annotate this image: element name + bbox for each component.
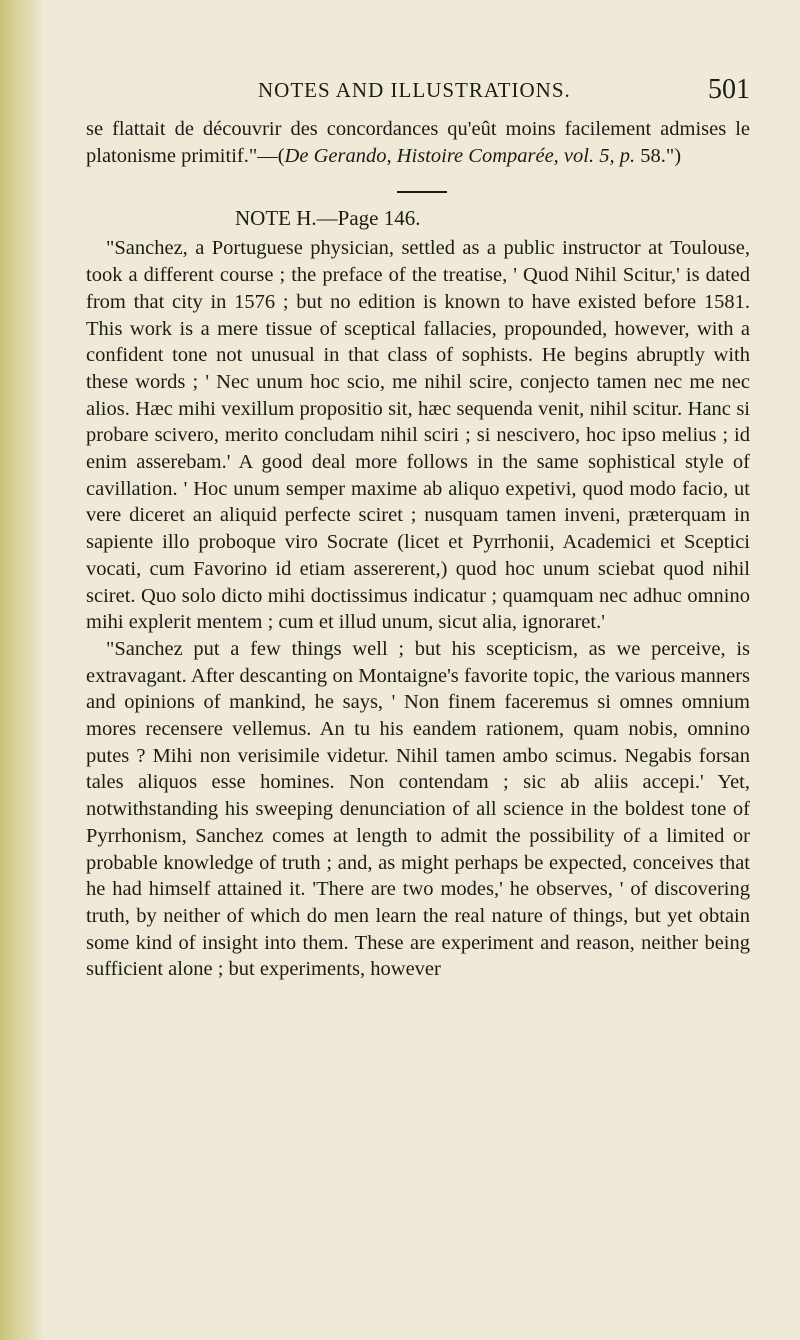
continuation-paragraph bbox=[86, 116, 750, 169]
continuation-text: se flattait de découvrir des concordances qu'eût moins facilement admises le platonisme primitif."—( bbox=[86, 118, 750, 167]
page-gutter-shadow bbox=[0, 0, 44, 1340]
running-head bbox=[86, 76, 750, 116]
note-paragraph-1: "Sanchez, a Portuguese physician, settled as a public instructor at Toulouse, took a different course ; the preface of the treatise, ' Quod Nihil Scitur,' is dated from that city in 1576 ; but no edition is known to have existed before 1581. This work is a mere tissue of sceptical fallacies, propounded, however, with a confident tone not unusual in that class of sophists. He begins abruptly with these words ; ' Nec unum hoc scio, me nihil scire, conjecto tamen nec me nec alios. Hæc mihi vexillum propositio sit, hæc sequenda venit, nihil scitur. Hanc si probare scivero, merito concludam nihil sciri ; si nescivero, hoc ipso melius ; id enim asserebam.' A good deal more follows in the same sophistical style of cavillation. ' Hoc unum semper maxime ab aliquo expetivi, quod modo facio, ut vere diceret an aliquid perfecte sciret ; nusquam tamen inveni, præterquam in sapiente illo proboque viro Socrate (licet et Pyrrhonii, Academici et Sceptici vocati, cum Favorino id etiam assererent,) quod hoc unum sciebat quod nihil sciret. Quo solo dicto mihi doctissimus indicatur ; quamquam nec adhuc omnino mihi explerit mentem ; cum et illud unum, sicut alia, ignoraret.' bbox=[86, 237, 750, 634]
note-heading: NOTE H.—Page 146. bbox=[235, 206, 421, 231]
page-number: 501 bbox=[708, 74, 750, 105]
citation: De Gerando, Histoire Comparée, vol. 5, p. bbox=[284, 144, 636, 167]
section-divider bbox=[397, 191, 447, 193]
running-title: NOTES AND ILLUSTRATIONS. bbox=[258, 78, 571, 102]
note-paragraph-2: "Sanchez put a few things well ; but his scepticism, as we perceive, is extravagant. After descanting on Montaigne's favorite topic, the various manners and opinions of mankind, he says, ' Non finem faceremus si omnes omnium mores recensere vellemus. An tu his eandem rationem, quam nobis, omnino putes ? Mihi non verisimile videtur. Nihil tamen ambo scimus. Negabis forsan tales aliquos esse homines. Non contendam ; sic ab aliis accepi.' Yet, notwithstanding his sweeping denunciation of all science in the boldest tone of Pyrrhonism, Sanchez comes at length to admit the possibility of a limited or probable knowledge of truth ; and, as might perhaps be expected, conceives that he had himself attained it. 'There are two modes,' he observes, ' of discovering truth, by neither of which do men learn the real nature of things, but yet obtain some kind of insight into them. These are experiment and reason, neither being sufficient alone ; but experiments, however bbox=[86, 637, 750, 981]
book-page bbox=[86, 76, 750, 983]
continuation-text-end: 58.") bbox=[635, 144, 682, 167]
note-body bbox=[86, 235, 750, 983]
